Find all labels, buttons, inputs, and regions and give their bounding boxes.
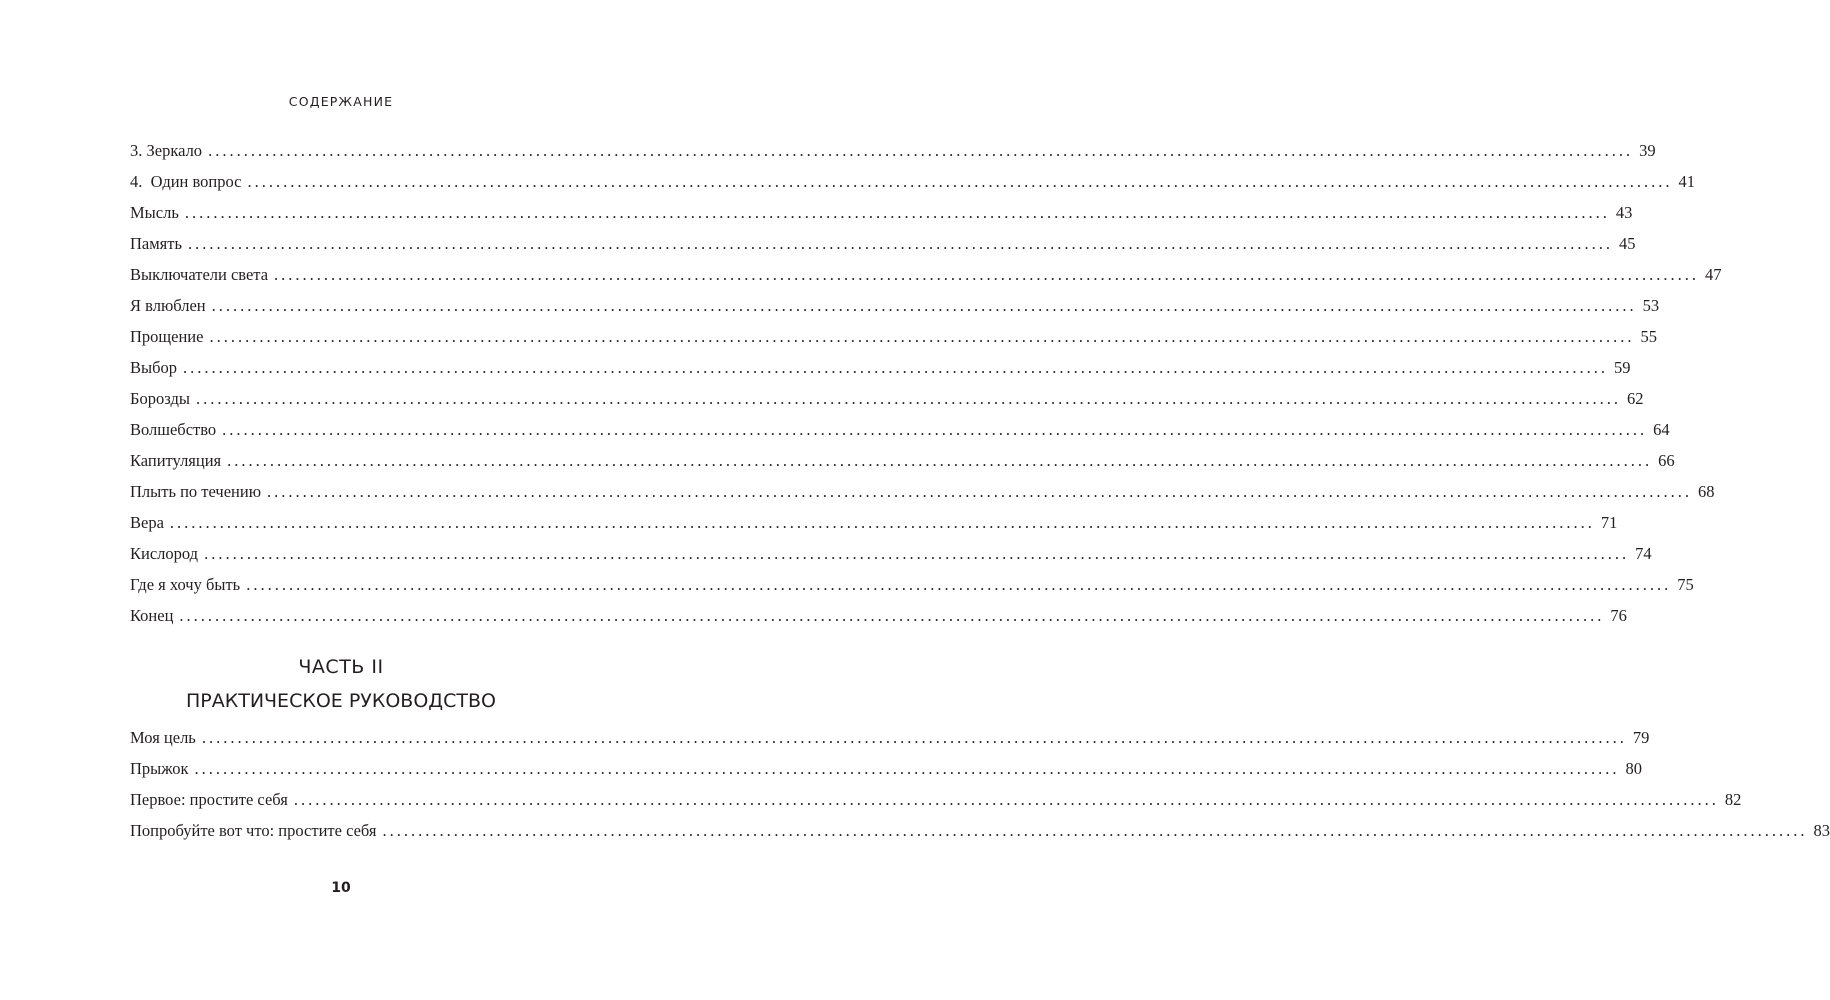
dot-leader: ........................................................................................................................................................................................................ [169, 513, 1595, 532]
toc-entry [130, 232, 1636, 263]
toc-entry-page: 53 [1642, 296, 1660, 315]
toc-entry-title: Прощение [130, 327, 204, 346]
toc-list [130, 139, 1722, 635]
toc-entry-page: 76 [1610, 606, 1627, 625]
toc-entry-title: Память [130, 234, 183, 253]
dot-leader: ........................................................................................................................................................................................................ [274, 265, 1700, 284]
part-heading-label: ЧАСТЬ II [298, 656, 384, 678]
toc-entry-title: Прыжок [130, 759, 189, 778]
dot-leader: ........................................................................................................................................................................................................ [194, 759, 1620, 778]
toc-entry [130, 511, 1618, 542]
dot-leader: ........................................................................................................................................................................................................ [293, 790, 1719, 809]
toc-entry-title: Мысль [130, 203, 179, 222]
dot-leader: ........................................................................................................................................................................................................ [267, 482, 1693, 501]
toc-entry [130, 542, 1652, 573]
toc-entry [130, 788, 1742, 819]
toc-entry [130, 387, 1644, 418]
dot-leader: ........................................................................................................................................................................................................ [201, 728, 1627, 747]
toc-entry-page: 62 [1626, 389, 1644, 408]
toc-entry-page: 47 [1705, 265, 1722, 284]
toc-entry [130, 449, 1675, 480]
toc-entry-page: 59 [1614, 358, 1631, 377]
part-heading-title: ПРАКТИЧЕСКОЕ РУКОВОДСТВО [185, 690, 496, 712]
dot-leader: ........................................................................................................................................................................................................ [183, 358, 1608, 377]
toc-entry-page: 80 [1625, 759, 1643, 778]
dot-leader: ........................................................................................................................................................................................................ [211, 296, 1637, 315]
toc-entry-title: Конец [130, 606, 174, 625]
toc-entry-title: Плыть по течению [130, 482, 262, 501]
toc-entry-page: 83 [1813, 821, 1830, 840]
dot-leader: ........................................................................................................................................................................................................ [227, 451, 1653, 470]
toc-entry-title: Кислород [130, 544, 199, 563]
toc-entry [130, 604, 1627, 635]
dot-leader: ........................................................................................................................................................................................................ [222, 420, 1648, 439]
toc-entry-title: Попробуйте вот что: простите себя [130, 821, 377, 840]
toc-entry-title: Волшебство [130, 420, 217, 439]
toc-entry [130, 325, 1657, 356]
dot-leader: ........................................................................................................................................................................................................ [208, 141, 1634, 160]
dot-leader: ........................................................................................................................................................................................................ [179, 606, 1605, 625]
toc-entry-page: 74 [1635, 544, 1652, 563]
dot-leader: ........................................................................................................................................................................................................ [188, 234, 1614, 253]
toc-entry-title: Борозды [130, 389, 190, 408]
toc-entry-title: 3. Зеркало [130, 141, 203, 160]
toc-entry-page: 82 [1724, 790, 1742, 809]
dot-leader: ........................................................................................................................................................................................................ [204, 544, 1630, 563]
toc-entry-page: 41 [1678, 172, 1695, 191]
toc-entry-title: Первое: простите себя [130, 790, 288, 809]
toc-entry-title: Капитуляция [130, 451, 222, 470]
toc-entry-page: 39 [1639, 141, 1656, 160]
toc-entry-page: 79 [1632, 728, 1650, 747]
dot-leader: ........................................................................................................................................................................................................ [246, 575, 1672, 594]
toc-entry-page: 66 [1658, 451, 1675, 470]
toc-list [130, 726, 1830, 850]
toc-entry-title: Моя цель [130, 728, 196, 747]
running-head: СОДЕРЖАНИЕ [288, 94, 394, 109]
toc-entry-page: 43 [1615, 203, 1633, 222]
toc-entry-page: 75 [1677, 575, 1694, 594]
toc-entry-title: Вера [130, 513, 164, 532]
toc-entry-page: 64 [1653, 420, 1670, 439]
toc-entry-title: 4. Один вопрос [130, 172, 242, 191]
toc-entry [130, 356, 1631, 387]
dot-leader: ........................................................................................................................................................................................................ [382, 821, 1808, 840]
dot-leader: ........................................................................................................................................................................................................ [247, 172, 1673, 191]
toc-entry-title: Выбор [130, 358, 177, 377]
toc-entry [130, 819, 1830, 850]
toc-entry-page: 71 [1600, 513, 1618, 532]
toc-entry-page: 68 [1698, 482, 1715, 501]
toc-entry [130, 726, 1650, 757]
toc-entry [130, 480, 1715, 511]
toc-entry [130, 170, 1695, 201]
toc-entry-page: 45 [1619, 234, 1636, 253]
toc-entry [130, 263, 1722, 294]
page-number: 10 [331, 880, 351, 896]
toc-entry [130, 201, 1633, 232]
toc-entry [130, 139, 1656, 170]
dot-leader: ........................................................................................................................................................................................................ [184, 203, 1610, 222]
toc-entry-page: 55 [1640, 327, 1657, 346]
toc-entry-title: Я влюблен [130, 296, 206, 315]
toc-entry [130, 294, 1660, 325]
toc-entry-title: Выключатели света [130, 265, 269, 284]
dot-leader: ........................................................................................................................................................................................................ [195, 389, 1621, 408]
toc-entry-title: Где я хочу быть [130, 575, 241, 594]
toc-entry [130, 757, 1643, 788]
toc-entry [130, 573, 1694, 604]
dot-leader: ........................................................................................................................................................................................................ [209, 327, 1635, 346]
toc-entry [130, 418, 1670, 449]
